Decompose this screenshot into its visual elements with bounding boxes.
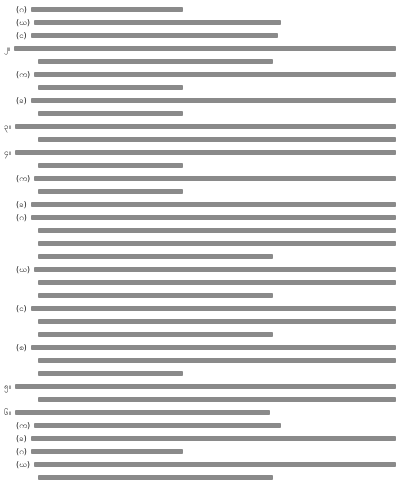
item-marker: (စ) — [16, 342, 27, 352]
item-marker: ၆။ — [4, 407, 11, 417]
document-line — [4, 43, 396, 54]
document-line — [4, 342, 396, 353]
item-marker: (ဃ) — [16, 459, 31, 469]
unreadable-text-line — [15, 150, 396, 155]
document-line — [4, 459, 396, 470]
item-marker: (က) — [16, 173, 31, 183]
unreadable-text-line — [31, 215, 396, 220]
unreadable-text-line — [38, 254, 273, 259]
item-marker: (ဂ) — [16, 4, 27, 14]
unreadable-text-line — [14, 46, 396, 51]
unreadable-text-line — [38, 332, 273, 337]
item-marker: (ခ) — [16, 199, 27, 209]
item-marker: (ဂ) — [16, 212, 27, 222]
unreadable-text-line — [38, 319, 396, 324]
item-marker: ၅။ — [4, 381, 11, 391]
document-line — [4, 186, 396, 197]
document-line — [4, 69, 396, 80]
document-line — [4, 277, 396, 288]
document-line — [4, 160, 396, 171]
item-marker: ၂။ — [4, 43, 11, 53]
item-marker: (ခ) — [16, 433, 27, 443]
document-line — [4, 30, 396, 41]
item-marker: (င) — [16, 303, 27, 313]
item-marker: (က) — [16, 69, 31, 79]
document-line — [4, 134, 396, 145]
unreadable-text-line — [31, 7, 183, 12]
document-line — [4, 303, 396, 314]
document-line — [4, 394, 396, 405]
document-line — [4, 290, 396, 301]
unreadable-text-line — [34, 462, 396, 467]
unreadable-text-line — [31, 345, 396, 350]
document-line — [4, 212, 396, 223]
document-page — [4, 4, 396, 469]
item-marker: ၃။ — [4, 121, 11, 131]
document-line — [4, 199, 396, 210]
unreadable-text-line — [31, 436, 396, 441]
document-line — [4, 173, 396, 184]
document-line — [4, 56, 396, 67]
unreadable-text-line — [31, 202, 396, 207]
unreadable-text-line — [38, 228, 396, 233]
document-line — [4, 251, 396, 262]
unreadable-text-line — [38, 371, 183, 376]
document-line — [4, 4, 396, 15]
document-line — [4, 147, 396, 158]
document-line — [4, 82, 396, 93]
unreadable-text-line — [34, 423, 281, 428]
document-line — [4, 381, 396, 392]
unreadable-text-line — [34, 20, 281, 25]
unreadable-text-line — [38, 280, 396, 285]
unreadable-text-line — [38, 293, 273, 298]
unreadable-text-line — [38, 475, 273, 480]
unreadable-text-line — [38, 189, 183, 194]
item-marker: (ဃ) — [16, 17, 31, 27]
document-line — [4, 238, 396, 249]
document-line — [4, 407, 396, 418]
unreadable-text-line — [38, 241, 396, 246]
unreadable-text-line — [15, 410, 270, 415]
item-marker: (ဂ) — [16, 446, 27, 456]
document-line — [4, 108, 396, 119]
unreadable-text-line — [38, 358, 396, 363]
unreadable-text-line — [38, 397, 396, 402]
unreadable-text-line — [38, 59, 273, 64]
unreadable-text-line — [38, 137, 396, 142]
item-marker: (ခ) — [16, 95, 27, 105]
document-line — [4, 17, 396, 28]
document-line — [4, 264, 396, 275]
document-line — [4, 355, 396, 366]
unreadable-text-line — [15, 124, 396, 129]
unreadable-text-line — [31, 33, 278, 38]
document-line — [4, 368, 396, 379]
document-line — [4, 95, 396, 106]
unreadable-text-line — [34, 267, 396, 272]
document-line — [4, 446, 396, 457]
item-marker: ၄။ — [4, 147, 11, 157]
document-line — [4, 433, 396, 444]
item-marker: (ဃ) — [16, 264, 31, 274]
document-line — [4, 472, 396, 483]
unreadable-text-line — [38, 85, 183, 90]
document-line — [4, 225, 396, 236]
unreadable-text-line — [31, 98, 396, 103]
unreadable-text-line — [34, 72, 396, 77]
unreadable-text-line — [38, 163, 183, 168]
item-marker: (င) — [16, 30, 27, 40]
unreadable-text-line — [38, 111, 183, 116]
unreadable-text-line — [31, 306, 396, 311]
unreadable-text-line — [34, 176, 396, 181]
document-line — [4, 121, 396, 132]
item-marker: (က) — [16, 420, 31, 430]
unreadable-text-line — [15, 384, 396, 389]
unreadable-text-line — [31, 449, 183, 454]
document-line — [4, 316, 396, 327]
document-line — [4, 420, 396, 431]
document-line — [4, 329, 396, 340]
